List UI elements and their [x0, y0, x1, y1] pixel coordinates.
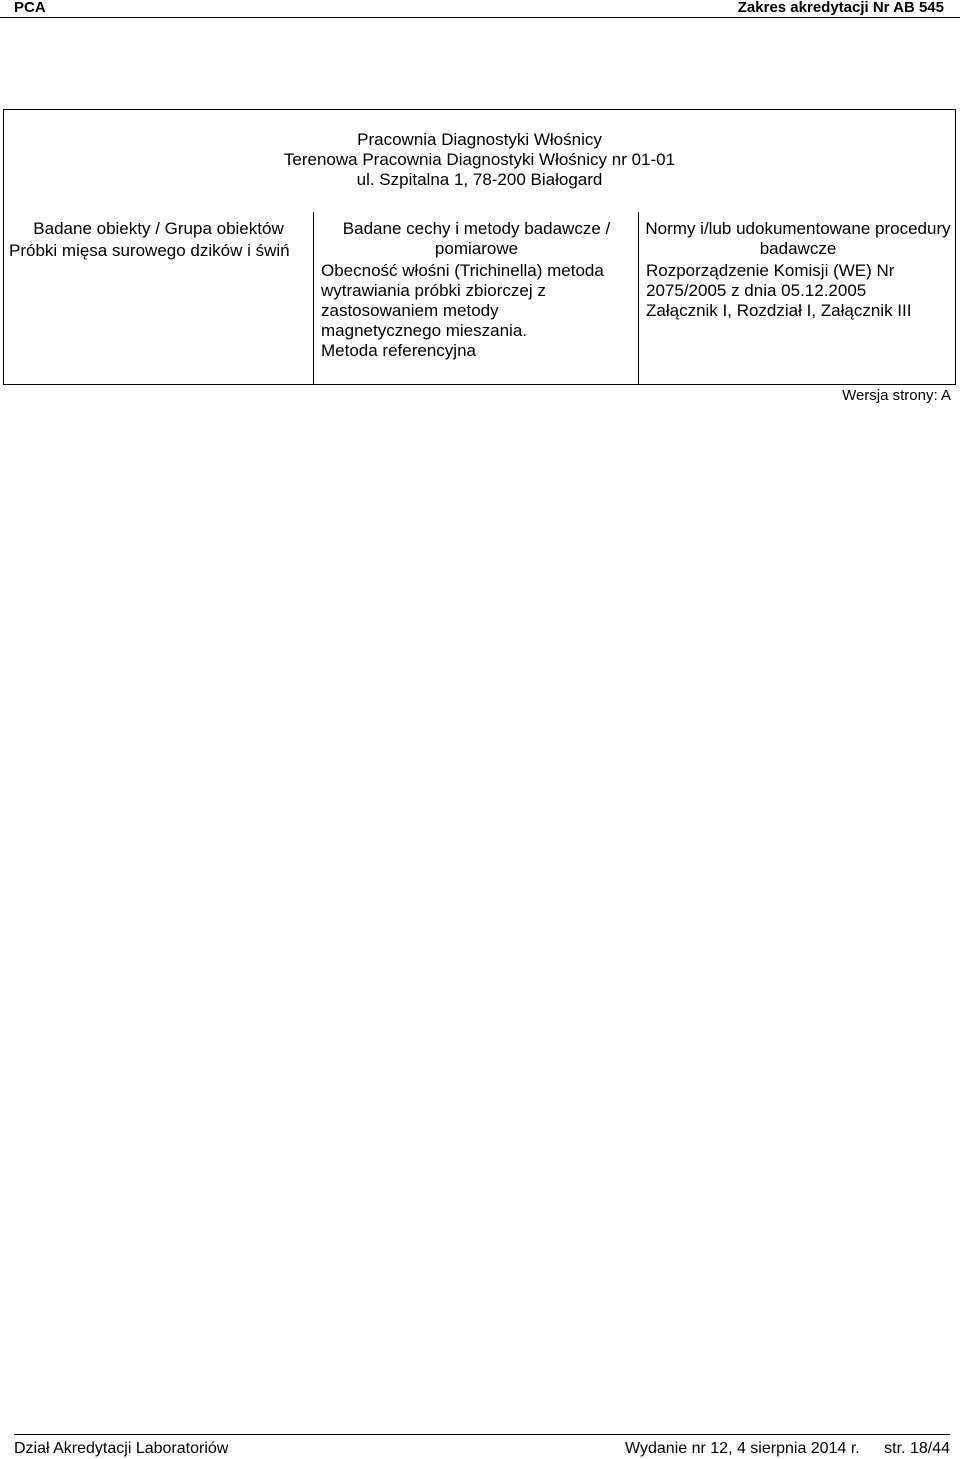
- cell-standards: [640, 259, 956, 321]
- cell-line: Rozporządzenie Komisji (WE) Nr: [646, 261, 895, 280]
- table-grid: [4, 212, 955, 384]
- column-header-standards: Normy i/lub udokumentowane procedury badawcze: [645, 219, 951, 258]
- footer-rule: [14, 1434, 950, 1435]
- page-header-right: Zakres akredytacji Nr AB 545: [737, 0, 944, 16]
- cell-line: zastosowaniem metody: [321, 301, 499, 320]
- cell-line: Obecność włośni (Trichinella) metoda: [321, 261, 604, 280]
- column-standards: [640, 212, 956, 384]
- column-divider: [638, 212, 639, 384]
- column-header-methods: Badane cechy i metody badawcze / pomiarowe: [342, 219, 611, 258]
- cell-line: magnetycznego mieszania.: [321, 321, 528, 340]
- cell-line: Załącznik I, Rozdział I, Załącznik III: [646, 301, 912, 320]
- footer-page-number: str. 18/44: [884, 1440, 950, 1457]
- cell-line: 2075/2005 z dnia 05.12.2005: [646, 281, 867, 300]
- lab-address: ul. Szpitalna 1, 78-200 Białogard: [356, 170, 603, 189]
- page-version: Wersja strony: A: [842, 387, 951, 404]
- column-objects: [4, 212, 313, 384]
- column-header-objects: Badane obiekty / Grupa obiektów: [33, 219, 284, 238]
- cell-objects: Próbki mięsa surowego dzików i świń: [9, 241, 290, 260]
- footer-department: Dział Akredytacji Laboratoriów: [14, 1440, 229, 1457]
- lab-title: [4, 130, 955, 190]
- cell-line: wytrawiania próbki zbiorczej z: [321, 281, 546, 300]
- accreditation-table: [3, 109, 956, 385]
- column-divider: [313, 212, 314, 384]
- footer-edition: Wydanie nr 12, 4 sierpnia 2014 r.: [625, 1440, 860, 1457]
- column-methods: [315, 212, 638, 384]
- lab-subunit: Terenowa Pracownia Diagnostyki Włośnicy nr 01-01: [283, 150, 676, 169]
- lab-name: Pracownia Diagnostyki Włośnicy: [357, 130, 602, 149]
- footer-right: [625, 1440, 950, 1458]
- cell-methods: [315, 259, 638, 361]
- page-header-left: PCA: [14, 0, 46, 16]
- cell-line: Metoda referencyjna: [321, 341, 476, 360]
- header-rule: [0, 17, 960, 18]
